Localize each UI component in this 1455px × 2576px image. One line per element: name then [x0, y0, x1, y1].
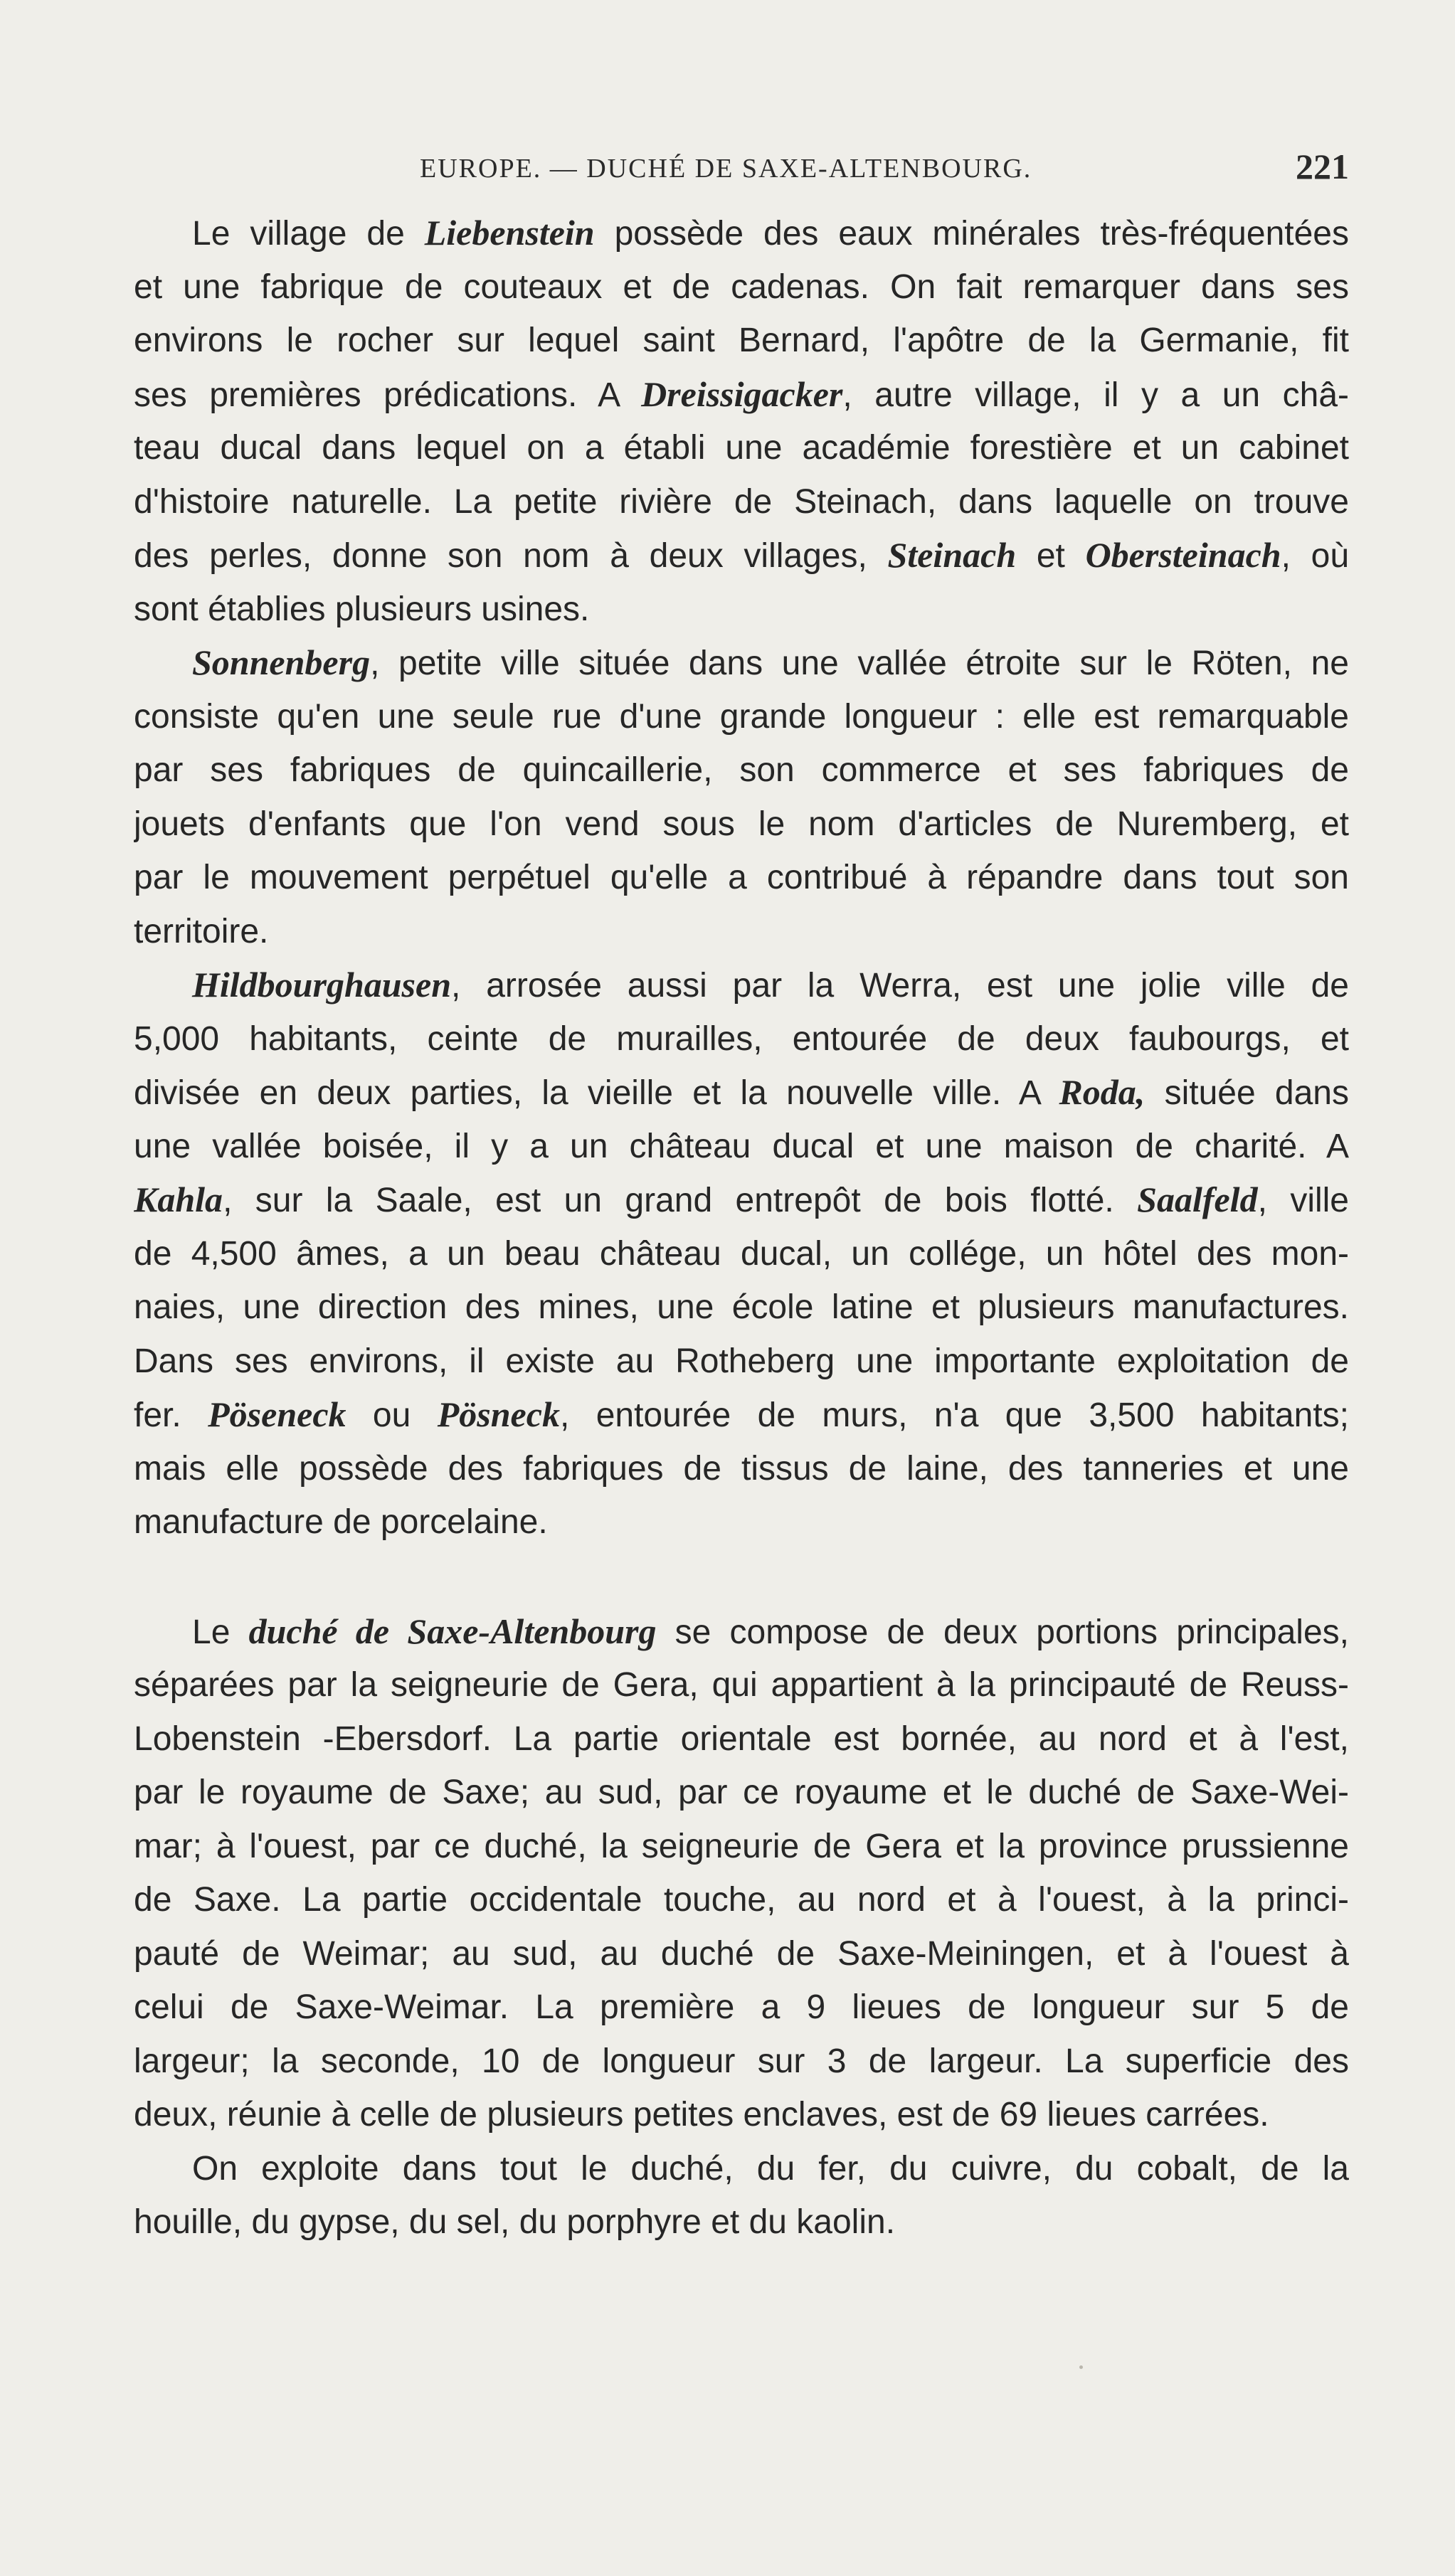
- line-text: naies, une direction des mines, une école latine et plusieurs manufactures.: [134, 1288, 1349, 1326]
- text-line: [134, 1495, 1349, 1549]
- text-line: [134, 206, 1349, 260]
- page-header: [134, 146, 1349, 189]
- text-line: [134, 1820, 1349, 1874]
- text-line: [134, 1173, 1349, 1227]
- italic-place-name: Steinach: [887, 535, 1017, 575]
- text-line: [134, 529, 1349, 583]
- line-text: possède des eaux minérales très-fréquentées: [594, 215, 1349, 253]
- line-text: de 4,500 âmes, a un beau château ducal, un collége, un hôtel des mon-: [134, 1234, 1349, 1273]
- text-line: [134, 260, 1349, 314]
- text-line: [134, 1442, 1349, 1496]
- text-line: [134, 690, 1349, 744]
- line-text: consiste qu'en une seule rue d'une grande longueur : elle est remarquable: [134, 697, 1349, 736]
- text-line: [134, 1712, 1349, 1766]
- text-line: [134, 1927, 1349, 1981]
- line-text: manufacture de porcelaine.: [134, 1503, 548, 1541]
- italic-place-name: Obersteinach: [1085, 535, 1281, 575]
- italic-place-name: duché de Saxe-Altenbourg: [248, 1611, 657, 1651]
- text-line: [134, 1227, 1349, 1281]
- line-text: de Saxe. La partie occidentale touche, au nord et à l'ouest, à la princi-: [134, 1881, 1349, 1919]
- line-text: , entourée de murs, n'a que 3,500 habitants;: [559, 1396, 1349, 1434]
- line-text: pauté de Weimar; au sud, au duché de Saxe-Meiningen, et à l'ouest à: [134, 1934, 1349, 1973]
- text-line: [134, 368, 1349, 422]
- line-text: Le village de: [192, 215, 425, 253]
- line-text: , arrosée aussi par la Werra, est une jolie ville de: [451, 967, 1349, 1005]
- text-line: [134, 1120, 1349, 1174]
- text-line: [134, 1605, 1349, 1659]
- text-line: [134, 1012, 1349, 1066]
- line-text: séparées par la seigneurie de Gera, qui appartient à la principauté de Reuss-: [134, 1666, 1349, 1704]
- paragraph-gap: [134, 1549, 1349, 1605]
- line-text: par le royaume de Saxe; au sud, par ce royaume et le duché de Saxe-Wei-: [134, 1774, 1349, 1811]
- italic-place-name: Saalfeld: [1137, 1180, 1258, 1219]
- text-line: [134, 743, 1349, 797]
- text-line: [134, 1658, 1349, 1712]
- line-text: par ses fabriques de quincaillerie, son commerce et ses fabriques de: [134, 751, 1349, 789]
- line-text: On exploite dans tout le duché, du fer, du cuivre, du cobalt, de la: [192, 2149, 1349, 2188]
- line-text: ses premières prédications. A: [134, 376, 642, 414]
- italic-place-name: Liebenstein: [424, 213, 595, 253]
- text-line: [134, 421, 1349, 475]
- text-line: [134, 583, 1349, 637]
- paper-speck: [1079, 2365, 1083, 2369]
- text-line: [134, 1766, 1349, 1820]
- line-text: Dans ses environs, il existe au Rotheberg une importante exploitation de: [134, 1342, 1349, 1380]
- line-text: , où: [1281, 537, 1349, 575]
- italic-place-name: Sonnenberg: [192, 642, 371, 682]
- page-body-text: [134, 206, 1349, 2249]
- page-number: 221: [1296, 147, 1349, 186]
- line-text: , ville: [1257, 1182, 1349, 1219]
- text-line: [134, 636, 1349, 690]
- italic-place-name: Dreissigacker: [641, 373, 843, 414]
- line-text: divisée en deux parties, la vieille et la nouvelle ville. A: [134, 1074, 1059, 1112]
- line-text: des perles, donne son nom à deux villages,: [134, 537, 888, 575]
- line-text: , petite ville située dans une vallée étroite sur le Röten, ne: [370, 645, 1349, 682]
- line-text: mar; à l'ouest, par ce duché, la seigneurie de Gera et la province prussienne: [134, 1827, 1349, 1865]
- text-line: [134, 1873, 1349, 1927]
- line-text: Lobenstein -Ebersdorf. La partie orientale est bornée, au nord et à l'est,: [134, 1719, 1349, 1758]
- line-text: mais elle possède des fabriques de tissus de laine, des tanneries et une: [134, 1449, 1349, 1488]
- text-line: [134, 851, 1349, 905]
- text-line: [134, 1388, 1349, 1442]
- line-text: deux, réunie à celle de plusieurs petites enclaves, est de 69 lieues carrées.: [134, 2096, 1269, 2134]
- italic-place-name: Hildbourghausen: [192, 965, 452, 1005]
- line-text: 5,000 habitants, ceinte de murailles, entourée de deux faubourgs, et: [134, 1019, 1349, 1058]
- italic-place-name: Pöseneck: [208, 1394, 346, 1434]
- text-line: [134, 1335, 1349, 1389]
- text-line: [134, 1281, 1349, 1335]
- text-line: [134, 2142, 1349, 2196]
- text-line: [134, 797, 1349, 852]
- italic-place-name: Pösneck: [437, 1394, 560, 1434]
- line-text: se compose de deux portions principales,: [656, 1613, 1349, 1651]
- line-text: sont établies plusieurs usines.: [134, 590, 590, 628]
- line-text: d'histoire naturelle. La petite rivière de Steinach, dans laquelle on trouve: [134, 482, 1349, 521]
- line-text: fer.: [134, 1396, 208, 1434]
- line-text: située dans: [1145, 1074, 1349, 1112]
- line-text: et: [1016, 537, 1086, 575]
- line-text: , autre village, il y a un châ-: [842, 376, 1349, 414]
- italic-place-name: Kahla: [134, 1180, 223, 1219]
- line-text: par le mouvement perpétuel qu'elle a contribué à répandre dans tout son: [134, 859, 1349, 896]
- text-line: [134, 1981, 1349, 2035]
- italic-place-name: Roda,: [1059, 1072, 1146, 1112]
- line-text: une vallée boisée, il y a un château ducal et une maison de charité. A: [134, 1127, 1349, 1165]
- line-text: environs le rocher sur lequel saint Bernard, l'apôtre de la Germanie, fit: [134, 322, 1349, 359]
- text-line: [134, 1066, 1349, 1120]
- text-line: [134, 2035, 1349, 2089]
- line-text: Le: [192, 1613, 249, 1651]
- line-text: largeur; la seconde, 10 de longueur sur 3 de largeur. La superficie des: [134, 2042, 1349, 2080]
- line-text: et une fabrique de couteaux et de cadenas. On fait remarquer dans ses: [134, 267, 1349, 306]
- text-line: [134, 475, 1349, 529]
- text-line: [134, 2088, 1349, 2142]
- text-line: [134, 2195, 1349, 2249]
- text-line: [134, 958, 1349, 1012]
- line-text: teau ducal dans lequel on a établi une académie forestière et un cabinet: [134, 429, 1349, 467]
- text-line: [134, 905, 1349, 959]
- text-line: [134, 314, 1349, 368]
- line-text: ou: [346, 1396, 438, 1434]
- line-text: houille, du gypse, du sel, du porphyre et du kaolin.: [134, 2203, 896, 2241]
- line-text: , sur la Saale, est un grand entrepôt de bois flotté.: [223, 1182, 1138, 1219]
- line-text: jouets d'enfants que l'on vend sous le nom d'articles de Nuremberg, et: [134, 805, 1349, 843]
- line-text: celui de Saxe-Weimar. La première a 9 lieues de longueur sur 5 de: [134, 1988, 1349, 2026]
- running-title: EUROPE. — DUCHÉ DE SAXE-ALTENBOURG.: [420, 154, 1032, 184]
- line-text: territoire.: [134, 912, 269, 950]
